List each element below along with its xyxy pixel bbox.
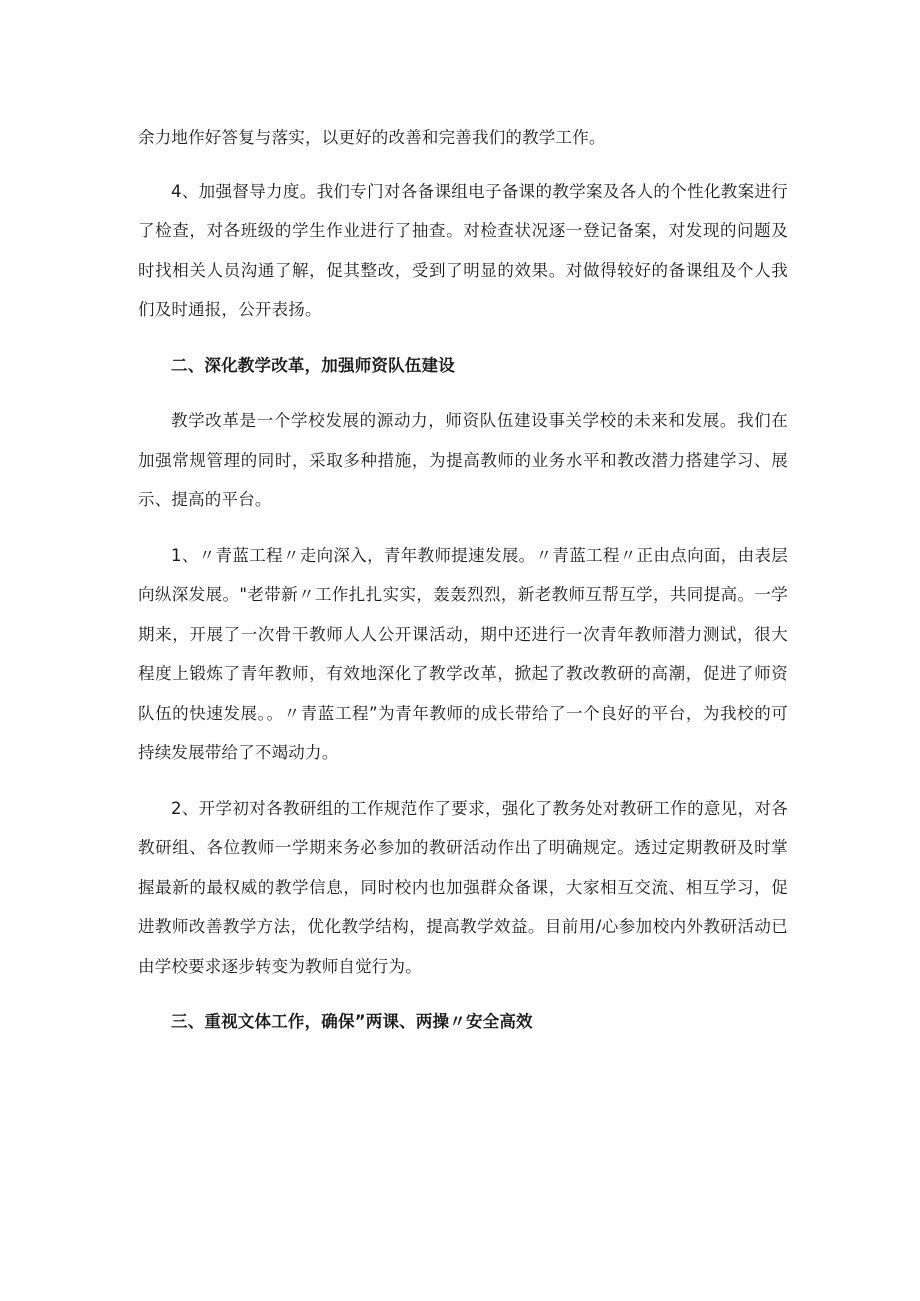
paragraph-supervision: 4、加强督导力度。我们专门对各备课组电子备课的教学案及各人的个性化教案进行了检查，对各班级的学生作业进行了抽查。对检查状况逐一登记备案，对发现的问题及时找相关人员沟通了解，促其整改，受到了明显的效果。对做得较好的备课组及个人我们及时通报，公开表扬。 bbox=[138, 181, 788, 319]
document-body bbox=[138, 118, 788, 1058]
paragraph-teaching-reform: 教学改革是一个学校发展的源动力，师资队伍建设事关学校的未来和发展。我们在加强常规管理的同时，采取多种措施，为提高教师的业务水平和教改潜力搭建学习、展示、提高的平台。 bbox=[138, 411, 788, 509]
section-heading-3: 三、重视文体工作，确保”两课、两操〃安全高效 bbox=[171, 1012, 533, 1031]
paragraph-continuation: 余力地作好答复与落实，以更好的改善和完善我们的教学工作。 bbox=[138, 128, 606, 147]
section-heading-2: 二、深化教学改革，加强师资队伍建设 bbox=[171, 355, 455, 375]
paragraph-teaching-research: 2、开学初对各教研组的工作规范作了要求，强化了教务处对教研工作的意见，对各教研组、各位教师一学期来务必参加的教研活动作出了明确规定。透过定期教研及时掌握最新的最权威的教学信息，同时校内也加强群众备课，大家相互交流、相互学习，促进教师改善教学方法，优化教学结构，提高教学效益。目前用/心参加校内外教研活动已由学校要求逐步转变为教师自觉行为。 bbox=[138, 798, 788, 976]
paragraph-qinglan-project: 1、〃青蓝工程〃走向深入，青年教师提速发展。〃青蓝工程〃正由点向面，由表层向纵深发展。"老带新〃工作扎扎实实，轰轰烈烈，新老教师互帮互学，共同提高。一学期来，开展了一次骨干教师人人公开课活动，期中还进行一次青年教师潜力测试，很大程度上锻炼了青年教师，有效地深化了教学改革，掀起了教改教研的高潮，促进了师资队伍的快速发展。。〃青蓝工程”为青年教师的成长带给了一个良好的平台，为我校的可持续发展带给了不竭动力。 bbox=[138, 545, 788, 762]
